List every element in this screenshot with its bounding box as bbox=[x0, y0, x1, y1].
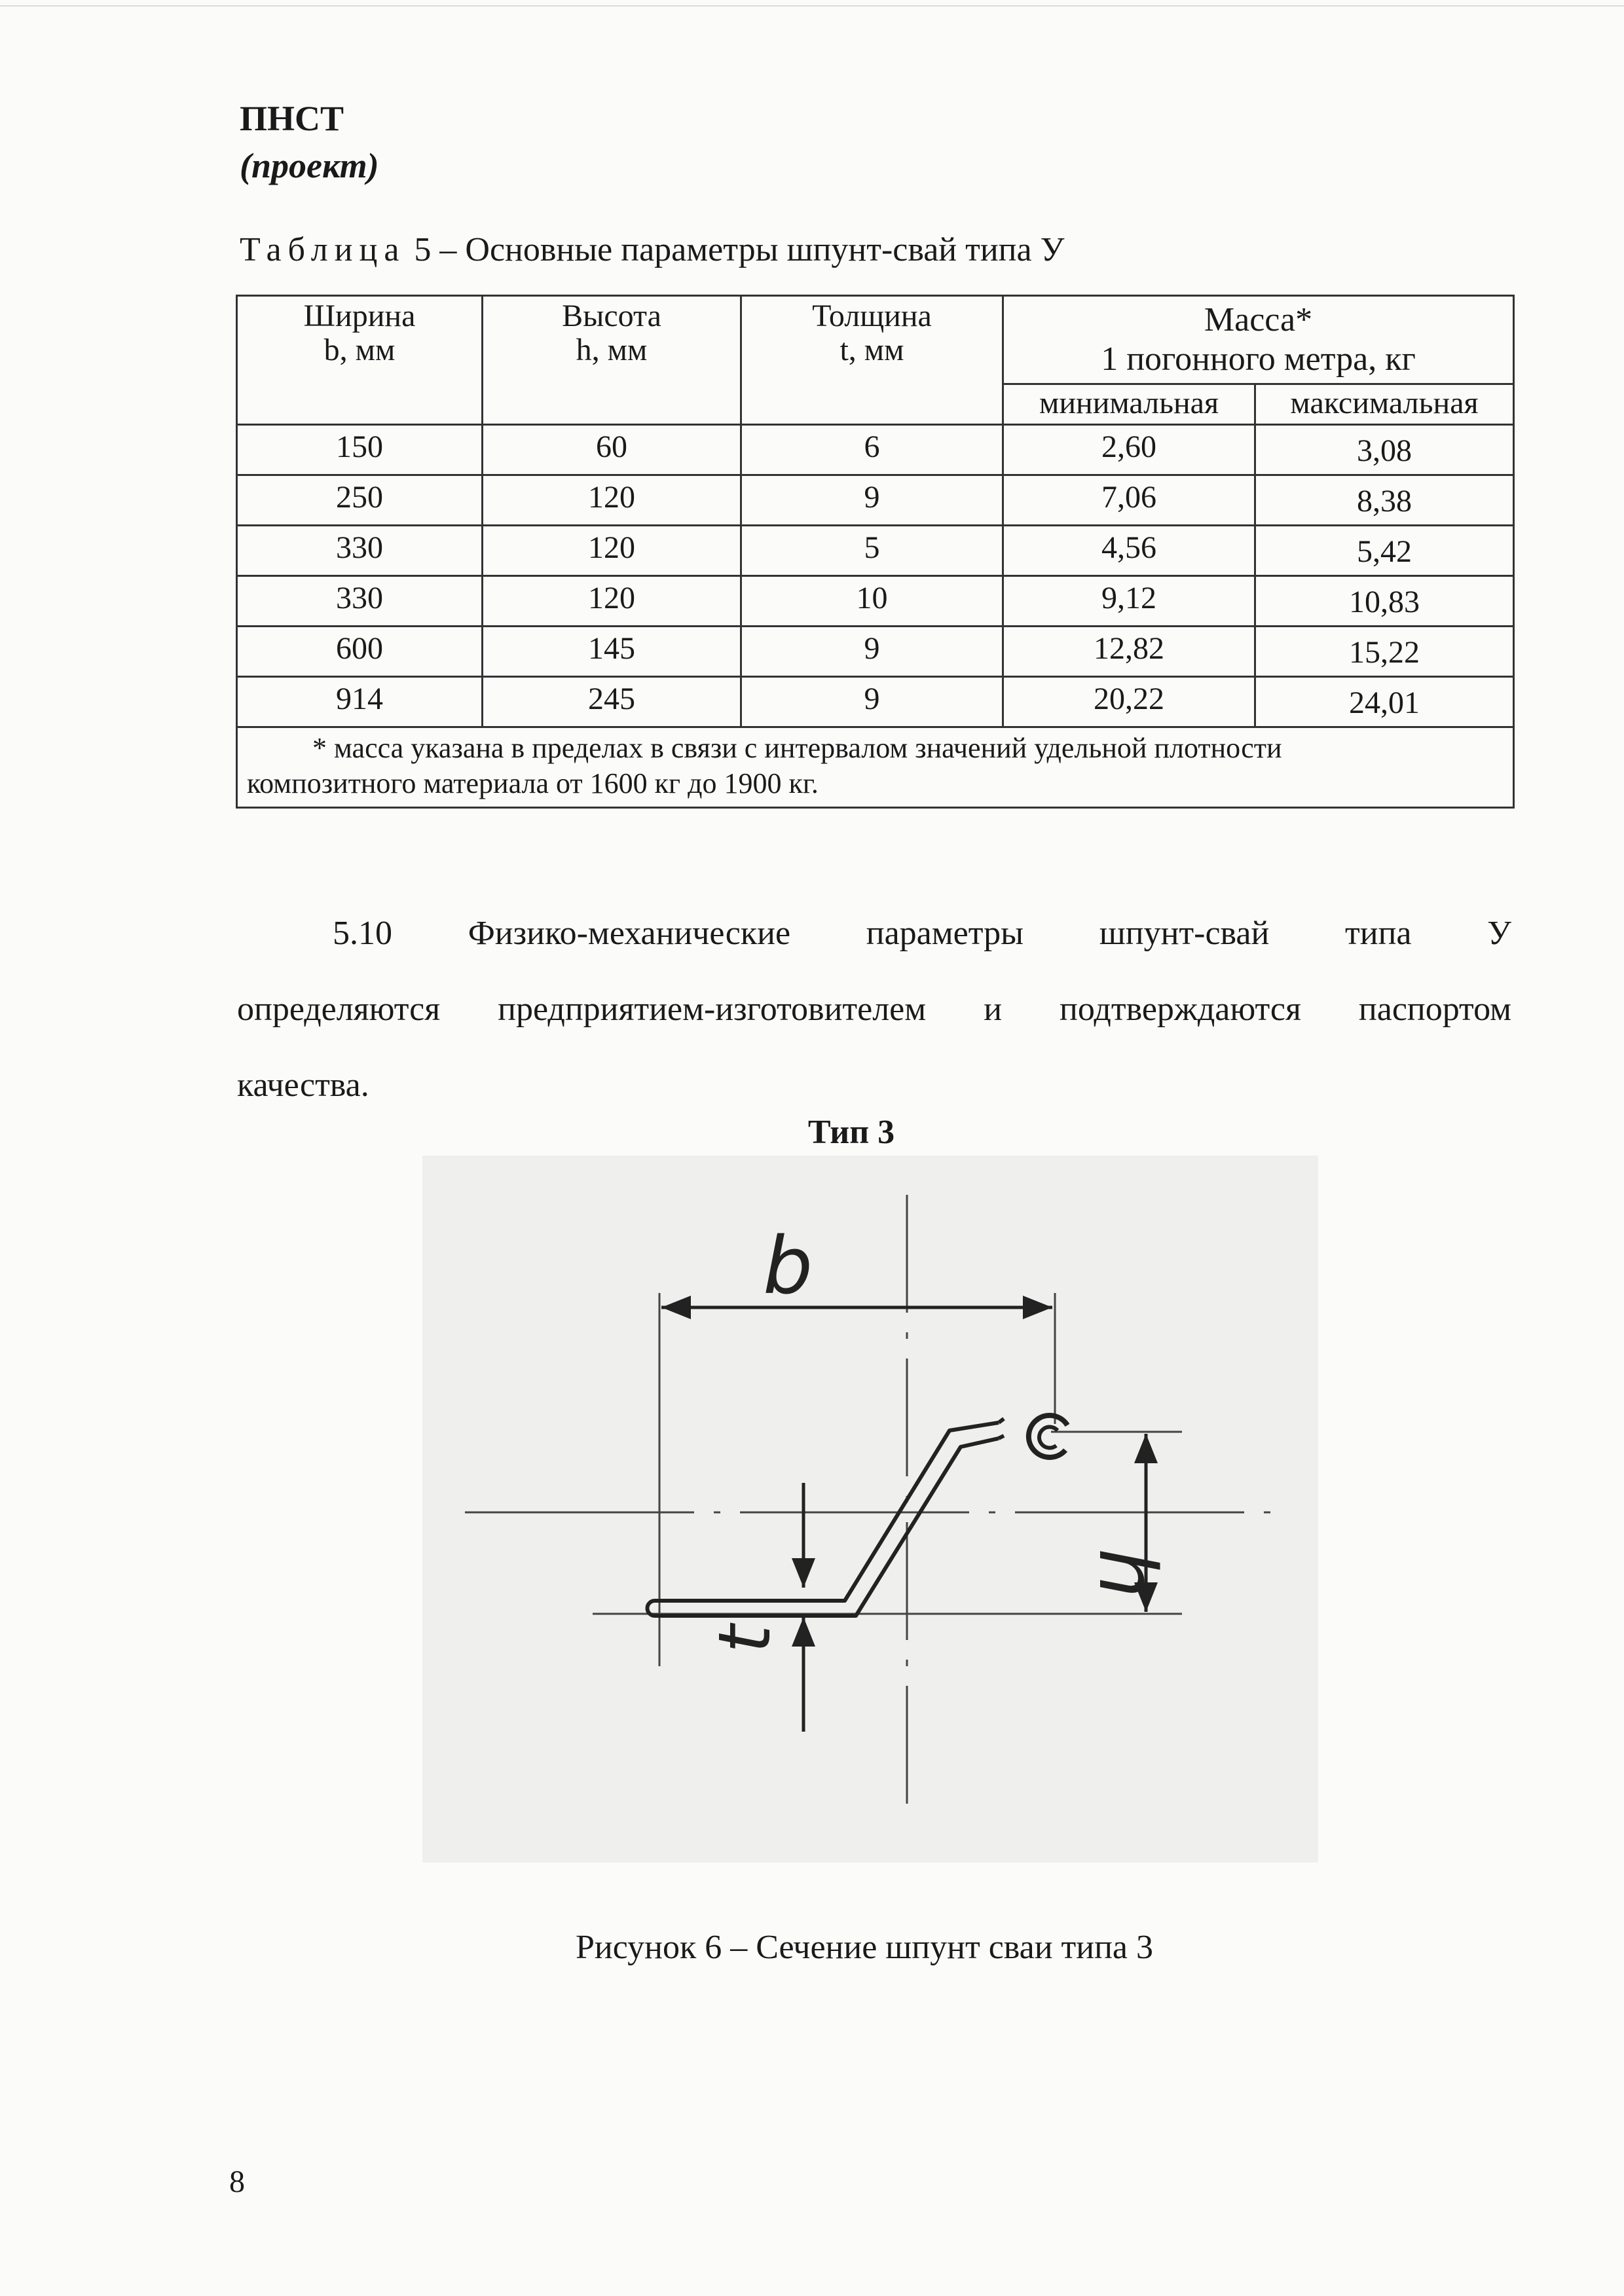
table-row bbox=[237, 627, 1514, 677]
figure-caption: Рисунок 6 – Сечение шпунт сваи типа 3 bbox=[575, 1929, 1154, 1966]
cell-width: 250 bbox=[237, 475, 483, 526]
header-height-line1: Высота bbox=[562, 299, 661, 333]
clause-5-10 bbox=[237, 896, 1511, 1123]
profile-lock-inner bbox=[1039, 1427, 1058, 1448]
cell-mass-max: 24,01 bbox=[1255, 677, 1514, 727]
header-height bbox=[483, 296, 741, 425]
table-note-row bbox=[237, 727, 1514, 808]
cell-mass-max: 3,08 bbox=[1255, 425, 1514, 475]
cell-mass-max: 15,22 bbox=[1255, 627, 1514, 677]
table-caption bbox=[240, 230, 1064, 269]
header-width-line1: Ширина bbox=[303, 299, 416, 333]
cell-thickness: 10 bbox=[741, 576, 1003, 627]
table-row bbox=[237, 425, 1514, 475]
clause-line2: определяются предприятием-изготовителем и подтверждаются паспортом bbox=[237, 991, 1511, 1028]
profile-inner-edge bbox=[655, 1438, 999, 1616]
cell-width: 914 bbox=[237, 677, 483, 727]
footnote-line2: композитного материала от 1600 кг до 1900 кг. bbox=[247, 767, 819, 799]
table-row bbox=[237, 677, 1514, 727]
header-mass-min: минимальная bbox=[1003, 384, 1255, 425]
cell-height: 245 bbox=[483, 677, 741, 727]
table-row bbox=[237, 576, 1514, 627]
cell-mass-min: 2,60 bbox=[1003, 425, 1255, 475]
cell-width: 330 bbox=[237, 526, 483, 576]
cell-thickness: 9 bbox=[741, 627, 1003, 677]
cell-width: 600 bbox=[237, 627, 483, 677]
parameters-table bbox=[236, 295, 1515, 809]
table-row bbox=[237, 526, 1514, 576]
table-header-row bbox=[237, 296, 1514, 384]
h-label: h bbox=[1081, 1548, 1172, 1599]
cell-thickness: 9 bbox=[741, 475, 1003, 526]
cell-mass-max: 8,38 bbox=[1255, 475, 1514, 526]
table-footnote bbox=[237, 727, 1514, 808]
header-width bbox=[237, 296, 483, 425]
t-label: t bbox=[703, 1624, 786, 1653]
table-row bbox=[237, 475, 1514, 526]
header-mass bbox=[1003, 296, 1514, 384]
clause-line1: 5.10 Физико-механические параметры шпунт-свай типа У bbox=[333, 915, 1511, 952]
cell-mass-min: 12,82 bbox=[1003, 627, 1255, 677]
header-thickness bbox=[741, 296, 1003, 425]
top-border-line bbox=[0, 5, 1624, 7]
cell-thickness: 9 bbox=[741, 677, 1003, 727]
cell-height: 120 bbox=[483, 576, 741, 627]
header-mass-max: максимальная bbox=[1255, 384, 1514, 425]
header-height-line2: h, мм bbox=[576, 333, 648, 367]
page-number: 8 bbox=[229, 2164, 245, 2199]
cell-width: 150 bbox=[237, 425, 483, 475]
cell-mass-min: 7,06 bbox=[1003, 475, 1255, 526]
cell-height: 145 bbox=[483, 627, 741, 677]
cell-height: 120 bbox=[483, 526, 741, 576]
cell-mass-min: 9,12 bbox=[1003, 576, 1255, 627]
header-width-line2: b, мм bbox=[323, 333, 396, 367]
cell-mass-max: 10,83 bbox=[1255, 576, 1514, 627]
cell-mass-min: 4,56 bbox=[1003, 526, 1255, 576]
table-caption-word: Таблица bbox=[240, 231, 406, 268]
cell-thickness: 6 bbox=[741, 425, 1003, 475]
document-status: (проект) bbox=[240, 146, 379, 185]
cell-mass-min: 20,22 bbox=[1003, 677, 1255, 727]
cell-thickness: 5 bbox=[741, 526, 1003, 576]
profile-lock-neck bbox=[999, 1419, 1004, 1438]
footnote-line1: * масса указана в пределах в связи с интервалом значений удельной плотности bbox=[312, 732, 1282, 764]
header-thickness-line1: Толщина bbox=[812, 299, 932, 333]
cell-mass-max: 5,42 bbox=[1255, 526, 1514, 576]
cell-width: 330 bbox=[237, 576, 483, 627]
section-drawing-svg bbox=[422, 1156, 1318, 1863]
table-caption-text: 5 – Основные параметры шпунт-свай типа У bbox=[414, 231, 1065, 268]
section-drawing bbox=[422, 1156, 1318, 1863]
header-mass-line1: Масса* bbox=[1204, 301, 1313, 338]
cell-height: 60 bbox=[483, 425, 741, 475]
figure-title: Тип 3 bbox=[807, 1114, 895, 1151]
profile-lock-outer bbox=[1029, 1415, 1067, 1457]
header-thickness-line2: t, мм bbox=[840, 333, 904, 367]
clause-line3: качества. bbox=[237, 1066, 369, 1104]
header-mass-line2: 1 погонного метра, кг bbox=[1101, 340, 1416, 378]
cell-height: 120 bbox=[483, 475, 741, 526]
b-label: b bbox=[763, 1221, 813, 1312]
document-code: ПНСТ bbox=[240, 99, 344, 138]
